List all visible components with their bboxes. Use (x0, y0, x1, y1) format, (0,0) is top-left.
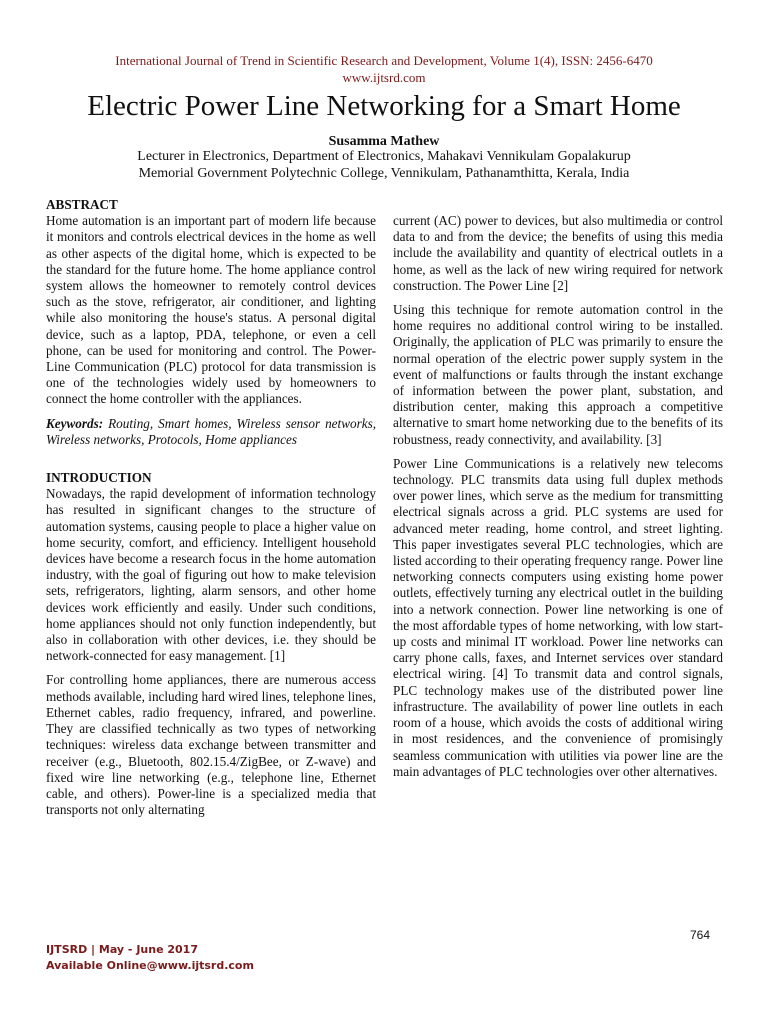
author-name: Susamma Mathew (328, 134, 440, 149)
page-footer (46, 942, 254, 974)
author-affiliation (0, 148, 768, 182)
body-paragraph: current (AC) power to devices, but also multimedia or control data to and from the device; the benefits of using this media include the availability and quantity of electrical outlets in a home, as well as the lack of new wiring required for network construction. The Power Line [2] (393, 213, 723, 293)
journal-header (0, 52, 768, 86)
intro-paragraph: For controlling home appliances, there are numerous access methods available, including hard wired lines, telephone lines, Ethernet cables, radio frequency, infrared, and powerline. They are classified technically as two types of networking techniques: wireless data exchange between transmitter and receiver (e.g., Bluetooth, 802.15.4/ZigBee, or Z-wave) and fixed wire line networking (e.g., telephone line, Ethernet cable, and others). Power-line is a specialized media that transports not only alternating (46, 672, 376, 818)
affiliation-line: Lecturer in Electronics, Department of Electronics, Mahakavi Vennikulam Gopalakurup (137, 149, 631, 164)
left-column (46, 197, 376, 826)
paper-title: Electric Power Line Networking for a Smart Home (87, 90, 681, 122)
keywords-label: Keywords: (46, 415, 104, 431)
body-paragraph: Using this technique for remote automation control in the home requires no additional control wiring to be installed. Originally, the application of PLC was primarily to ensure the normal operation of the electric power supply system in the event of malfunctions or faults through the instant exchange of information between the power plant, substation, and distribution center, making this approach a competitive alternative to smart home networking due to the benefits of its robustness, ready connectivity, and availability. [3] (393, 302, 723, 447)
affiliation-line: Memorial Government Polytechnic College, Vennikulam, Pathanamthitta, Kerala, India (138, 166, 630, 181)
keywords (46, 416, 376, 448)
introduction-heading: INTRODUCTION (46, 470, 152, 486)
journal-citation: International Journal of Trend in Scientific Research and Development, Volume 1(4), ISSN: 2456-6470 (115, 53, 653, 68)
body-paragraph: Power Line Communications is a relatively new telecoms technology. PLC transmits data using full duplex methods over power lines, which serve as the medium for transmitting electrical signals across a grid. PLC systems are used for advanced meter reading, home control, and street lighting. This paper investigates several PLC technologies, which are listed according to their operating frequency range. Power line networking connects computers using existing home power outlets, effectively turning any electrical outlet in the building into a network connection. Power line networking is one of the most affordable types of home networking, with low start-up costs and minimal IT workload. Power line networks can carry phone calls, faxes, and Internet services over standard electrical wiring. [4] To transmit data and control signals, PLC technology makes use of the distributed power line infrastructure. The availability of power line outlets in each room of a house, which avoids the costs of additional wiring in most residences, and the convenience of promisingly seamless communication with utilities via power line are the main advantages of PLC technologies over other alternatives. (393, 455, 723, 779)
right-column (393, 213, 723, 788)
intro-paragraph: Nowadays, the rapid development of information technology has resulted in significant changes to the structure of automation systems, causing people to place a higher value on home security, comfort, and efficiency. Intelligent household devices have become a research focus in the home automation industry, with the goal of figuring out how to make television sets, refrigerators, lighting, alarm sensors, and other home devices work efficiently and easily. Under such conditions, home appliances should not only function independently, but also in collaboration with other devices, i.e. they should be network-connected for easy management. [1] (46, 486, 376, 664)
abstract-heading: ABSTRACT (46, 197, 118, 212)
keywords-text: Routing, Smart homes, Wireless sensor networks, Wireless networks, Protocols, Home appliances (46, 415, 377, 447)
page-number: 764 (690, 928, 711, 942)
footer-online: Available Online@www.ijtsrd.com (46, 959, 254, 972)
journal-website: www.ijtsrd.com (342, 70, 426, 85)
abstract-text: Home automation is an important part of modern life because it monitors and controls electrical devices in the home as well as other aspects of the digital home, which is expected to be the standard for the future home. The home appliance control system allows the homeowner to remotely control devices such as the stove, refrigerator, air conditioner, and lighting while also monitoring the house's status. A personal digital device, such as a laptop, PDA, telephone, or even a cell phone, can be used for monitoring and control. The Power-Line Communication (PLC) protocol for data transmission is one of the technologies widely used by homeowners to connect the home controller with the appliances. (46, 213, 376, 407)
footer-issue: IJTSRD | May - June 2017 (46, 943, 198, 956)
